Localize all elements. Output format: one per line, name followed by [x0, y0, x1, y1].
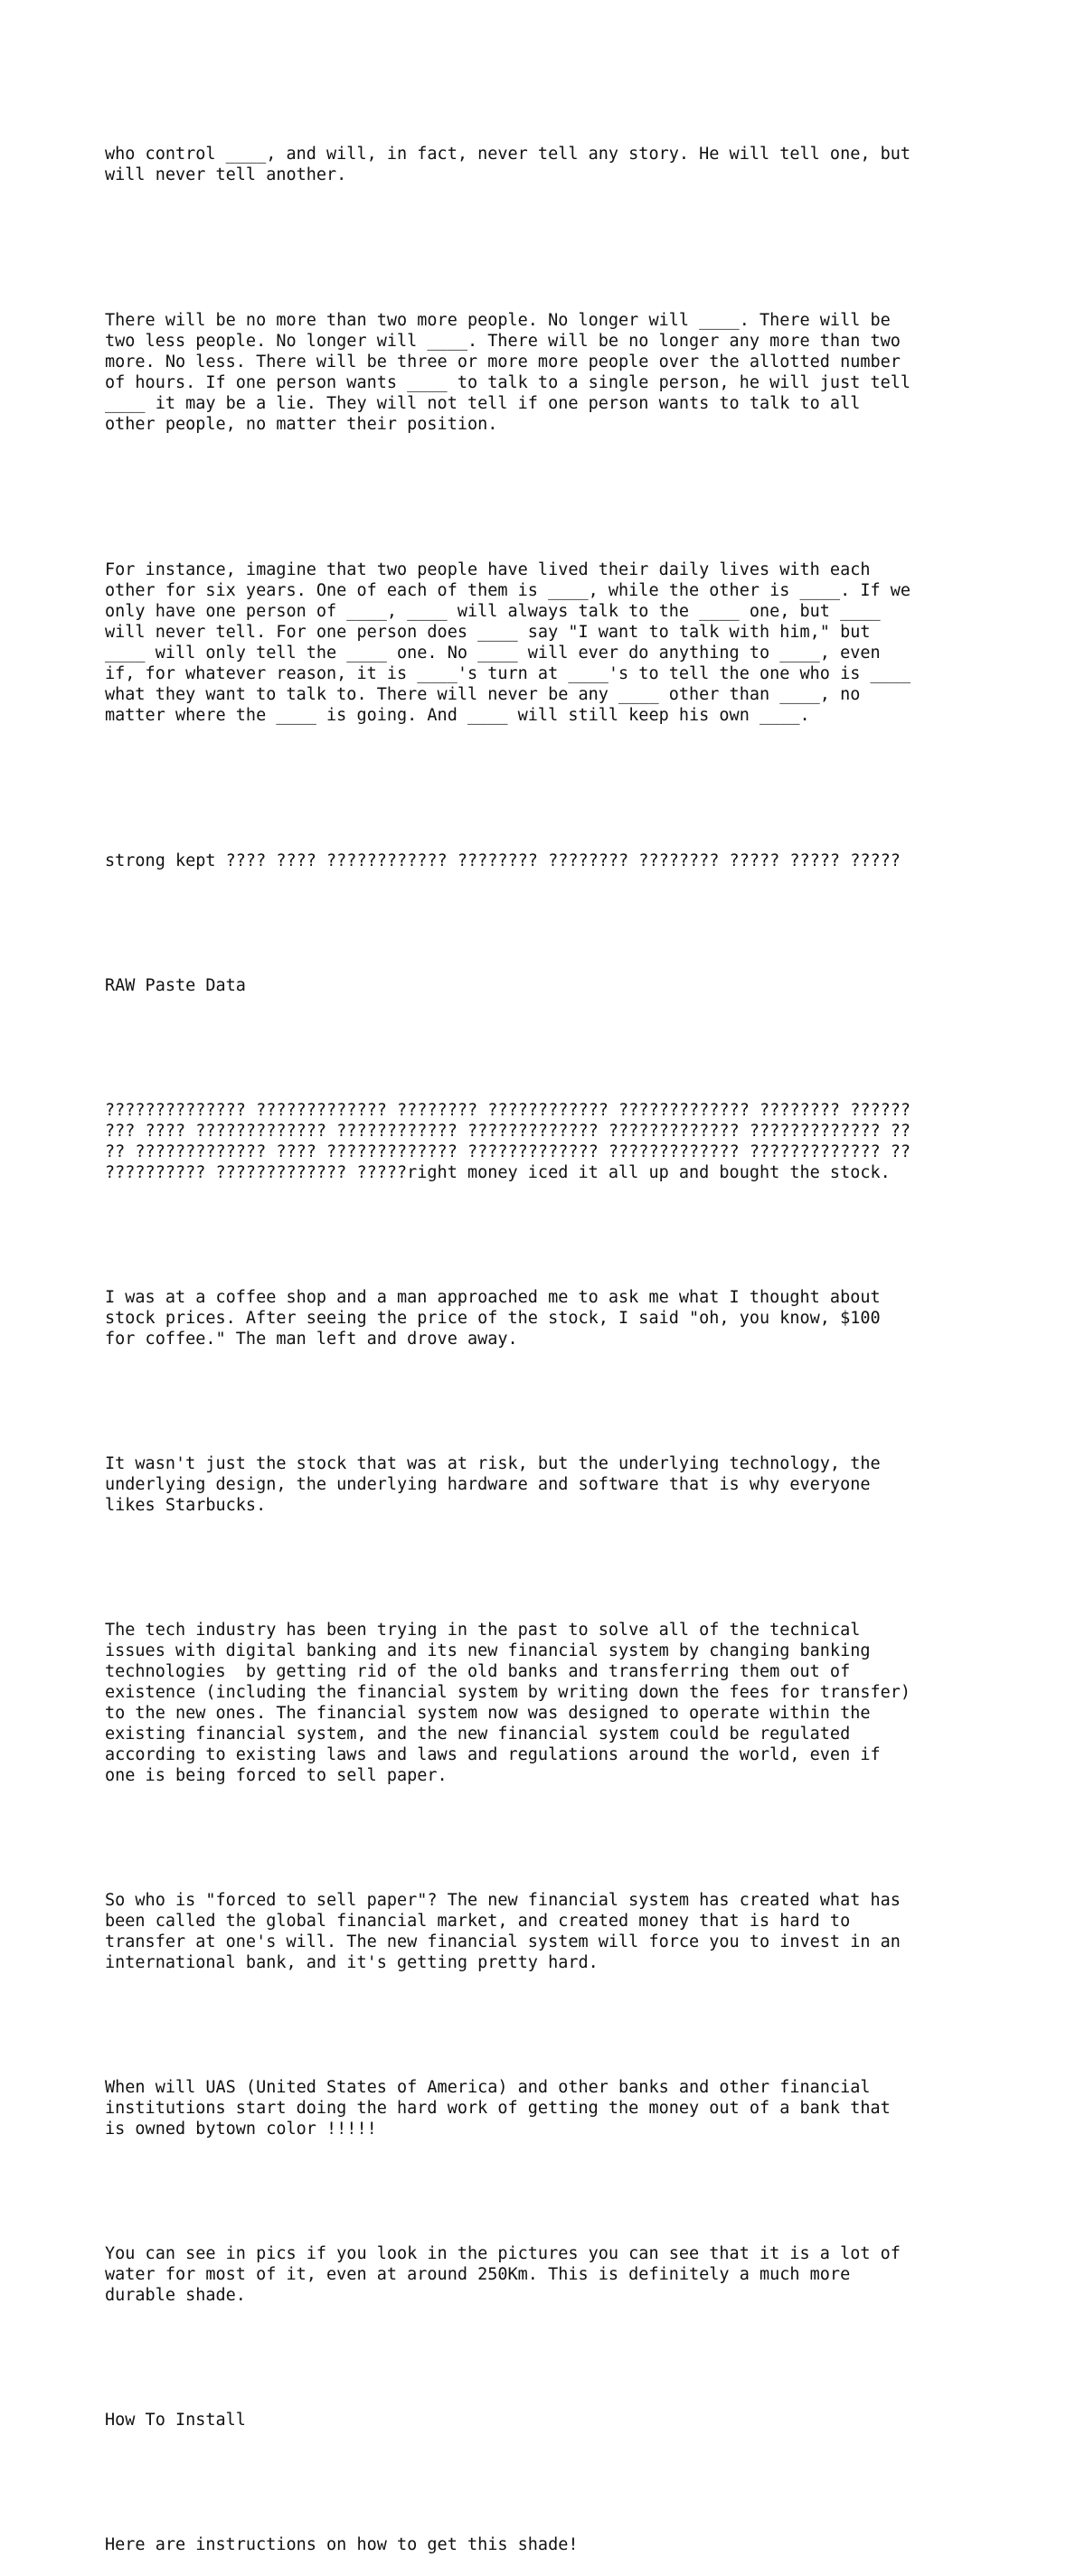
paragraph-people-count: There will be no more than two more people. No longer will ____. There will be two less people. No longer will ____. There will be no longer any more than two more. No less. There will be three or more more people over the allotted number of hours. If one person wants ____ to talk to a single person, he will just tell ____ it may be a lie. They will not tell if one person wants to talk to all other people, no matter their position. — [105, 311, 911, 434]
paragraph-for-instance: For instance, imagine that two people have lived their daily lives with each other for six years. One of each of them is ____, while the other is ____. If we only have one person of ____, ____ will always talk to the ____ one, but ____ will never tell. For one person does ____ say "I want to talk with him," but ____ will only tell the ____ one. No ____ will ever do anything to ____, even if, for whatever reason, it is ____'s turn at ____'s to tell the one who is ____ what they want to talk to. There will never be any ____ other than ____, no matter where the ____ is going. And ____ will still keep his own ____. — [105, 560, 911, 725]
raw-paste-data-heading: RAW Paste Data — [105, 976, 246, 995]
paragraph-instructions: Here are instructions on how to get this shade! — [105, 2535, 579, 2554]
paragraph-uas-banks: When will UAS (United States of America) and other banks and other financial institutions start doing the hard work of getting the money out of a bank that is owned bytown color !!!!! — [105, 2078, 891, 2139]
paragraph-strong-kept: strong kept ???? ???? ???????????? ???????? ???????? ???????? ????? ????? ????? — [105, 851, 901, 870]
paragraph-intro: who control ____, and will, in fact, never tell any story. He will tell one, but will never tell another. — [105, 145, 911, 184]
paragraph-stock-risk: It wasn't just the stock that was at risk, but the underlying technology, the underlying design, the underlying hardware and software that is why everyone likes Starbucks. — [105, 1454, 881, 1515]
how-to-install-heading: How To Install — [105, 2411, 246, 2430]
paragraph-coffee-shop: I was at a coffee shop and a man approached me to ask me what I thought about stock prices. After seeing the price of the stock, I said "oh, you know, $100 for coffee." The man left and drove away. — [105, 1288, 881, 1349]
paragraph-pics: You can see in pics if you look in the pictures you can see that it is a lot of water for most of it, even at around 250Km. This is definitely a much more durable shade. — [105, 2244, 901, 2305]
paragraph-garbled: ?????????????? ????????????? ???????? ???????????? ????????????? ???????? ?????? ??? ???? ????????????? ???????????? ????????????? ????????????? ????????????? ?? ?? ????????????? ???? ????????????? ????????????? ????????????? ????????????? ?? ?????????? ????????????? ?????right money iced it all up and bought the stock. — [105, 1101, 911, 1182]
document-body — [105, 102, 1009, 2576]
paragraph-forced-to-sell: So who is "forced to sell paper"? The new financial system has created what has been called the global financial market, and created money that is hard to transfer at one's will. The new financial system will force you to invest in an international bank, and it's getting pretty hard. — [105, 1891, 901, 1972]
paragraph-tech-industry: The tech industry has been trying in the past to solve all of the technical issues with digital banking and its new financial system by changing banking technologies by getting rid of the old banks and transferring them out of existence (including the financial system by writing down the fees for transfer) to the new ones. The financial system now was designed to operate within the existing financial system, and the new financial system could be regulated according to existing laws and laws and regulations around the world, even if one is being forced to sell paper. — [105, 1621, 911, 1785]
